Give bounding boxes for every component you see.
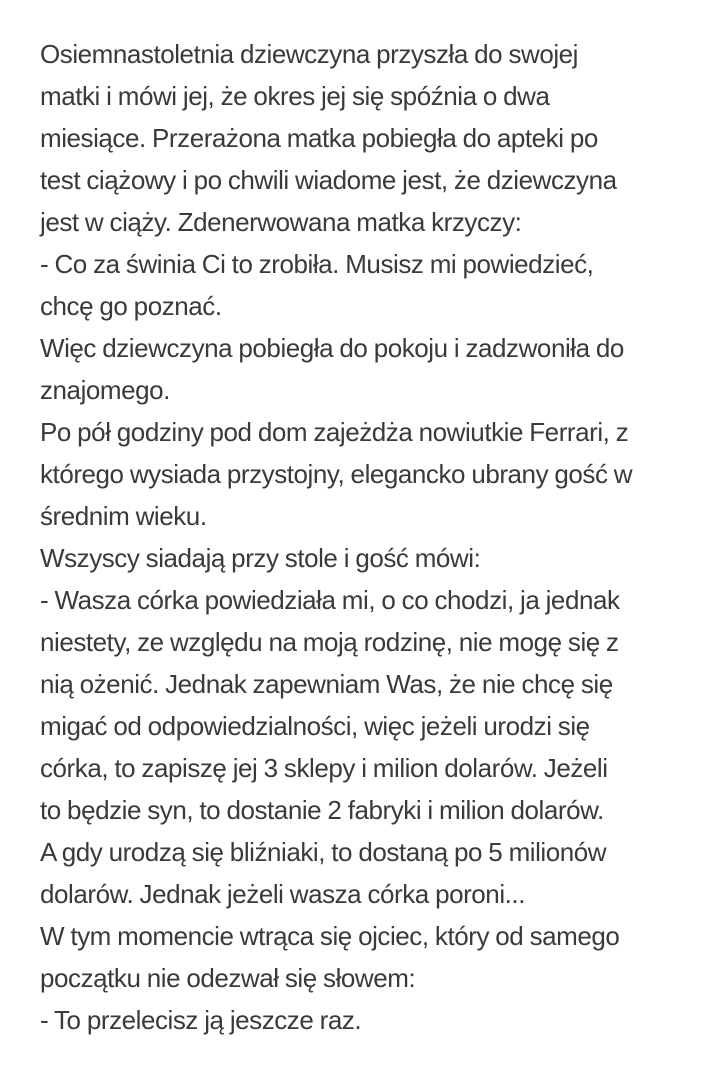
text-line: chcę go poznać. (40, 291, 222, 321)
text-line: córka, to zapiszę jej 3 sklepy i milion dolarów. Jeżeli (40, 753, 608, 783)
text-line: jest w ciąży. Zdenerwowana matka krzyczy: (40, 207, 522, 237)
text-line: test ciążowy i po chwili wiadome jest, że dziewczyna (40, 165, 617, 195)
text-line: matki i mówi jej, że okres jej się spóźnia o dwa (40, 81, 550, 111)
text-line: którego wysiada przystojny, elegancko ubrany gość w (40, 459, 633, 489)
text-line: znajomego. (40, 375, 170, 405)
text-line: - To przelecisz ją jeszcze raz. (40, 1005, 362, 1035)
text-line: Osiemnastoletnia dziewczyna przyszła do swojej (40, 39, 578, 69)
text-line: niestety, ze względu na moją rodzinę, nie mogę się z (40, 627, 619, 657)
joke-text-block (40, 33, 710, 1041)
text-line: - Co za świnia Ci to zrobiła. Musisz mi powiedzieć, (40, 249, 594, 279)
text-line: migać od odpowiedzialności, więc jeżeli urodzi się (40, 711, 590, 741)
text-line: Wszyscy siadają przy stole i gość mówi: (40, 543, 481, 573)
text-line: A gdy urodzą się bliźniaki, to dostaną po 5 milionów (40, 837, 607, 867)
text-line: - Wasza córka powiedziała mi, o co chodzi, ja jednak (40, 585, 620, 615)
text-line: średnim wieku. (40, 501, 207, 531)
text-line: to będzie syn, to dostanie 2 fabryki i milion dolarów. (40, 795, 604, 825)
text-line: W tym momencie wtrąca się ojciec, który od samego (40, 921, 620, 951)
text-line: Więc dziewczyna pobiegła do pokoju i zadzwoniła do (40, 333, 624, 363)
text-line: miesiące. Przerażona matka pobiegła do apteki po (40, 123, 598, 153)
text-line: początku nie odezwał się słowem: (40, 963, 416, 993)
text-line: dolarów. Jednak jeżeli wasza córka poroni... (40, 879, 525, 909)
text-line: Po pół godziny pod dom zajeżdża nowiutkie Ferrari, z (40, 417, 629, 447)
text-line: nią ożenić. Jednak zapewniam Was, że nie chcę się (40, 669, 613, 699)
